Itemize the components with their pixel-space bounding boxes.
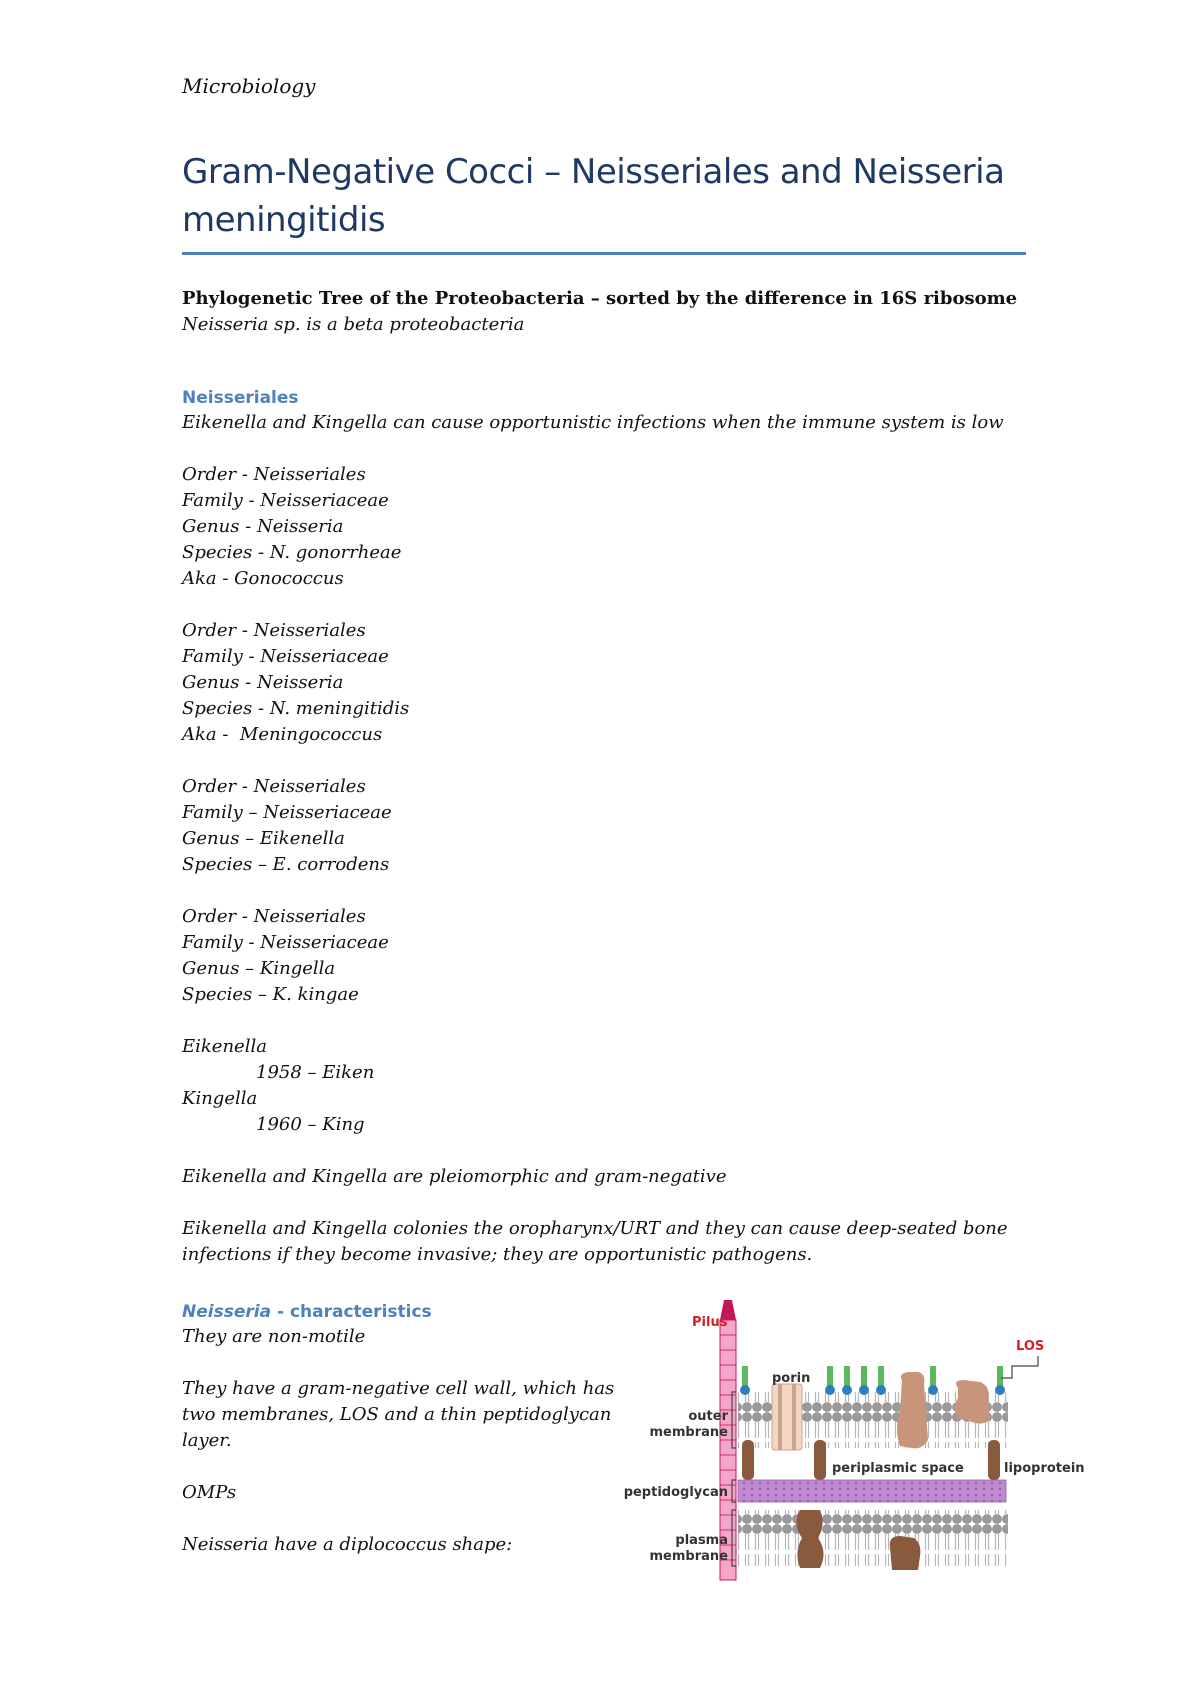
taxon-line: Genus – Kingella: [182, 958, 336, 979]
characteristics-heading: [182, 1300, 632, 1324]
neisseriales-section: [182, 386, 1042, 1268]
neisseriales-heading: Neisseriales: [182, 388, 299, 408]
taxon-line: Species – K. kingae: [182, 984, 359, 1005]
periplasmic-label: periplasmic space: [832, 1461, 964, 1476]
lipoprotein-label: lipoprotein: [1004, 1461, 1085, 1476]
peptidoglycan-layer: [738, 1480, 1006, 1502]
kingella-year: 1960 – King: [256, 1114, 365, 1135]
taxon-line: Species – E. corrodens: [182, 854, 390, 875]
taxon-line: Aka - Gonococcus: [182, 568, 344, 589]
taxon-line: Genus - Neisseria: [182, 672, 344, 693]
characteristics-heading-rest: - characteristics: [271, 1302, 432, 1322]
taxon-block-meningitidis: [182, 618, 1042, 748]
kingella-name: Kingella: [182, 1088, 258, 1109]
characteristics-section: [182, 1300, 632, 1558]
plasma-membrane-bilayer: [738, 1510, 1008, 1566]
taxon-line: Genus - Neisseria: [182, 516, 344, 537]
taxon-line: Family - Neisseriaceae: [182, 932, 389, 953]
outer-membrane-label-2: membrane: [649, 1425, 728, 1440]
outer-membrane-protein: [955, 1380, 990, 1424]
characteristics-heading-genus: Neisseria: [182, 1302, 272, 1322]
taxon-line: Order - Neisseriales: [182, 620, 366, 641]
taxon-line: Order - Neisseriales: [182, 464, 366, 485]
taxon-line: Species - N. gonorrheae: [182, 542, 402, 563]
porin-label: porin: [772, 1371, 811, 1386]
taxon-block-eikenella: [182, 774, 1042, 878]
eikenella-year: 1958 – Eiken: [256, 1062, 375, 1083]
pleomorphic-note: Eikenella and Kingella are pleiomorphic and gram-negative: [182, 1166, 727, 1187]
nonmotile-note: They are non-motile: [182, 1326, 366, 1347]
cell-wall-diagram: [623, 1300, 1152, 1600]
taxon-line: Order - Neisseriales: [182, 776, 366, 797]
beta-proteobacteria-note: Neisseria sp. is a beta proteobacteria: [182, 314, 525, 335]
taxon-line: Family – Neisseriaceae: [182, 802, 392, 823]
taxon-line: Family - Neisseriaceae: [182, 646, 389, 667]
taxon-line: Family - Neisseriaceae: [182, 490, 389, 511]
outer-membrane-protein: [897, 1372, 928, 1448]
outer-membrane-label-1: outer: [688, 1409, 728, 1424]
colonies-note: Eikenella and Kingella colonies the oropharynx/URT and they can cause deep-seated bone infections if they become invasive; they are opportunistic pathogens.: [182, 1218, 1008, 1265]
taxon-line: Order - Neisseriales: [182, 906, 366, 927]
phylogenetic-heading: Phylogenetic Tree of the Proteobacteria – sorted by the difference in 16S ribosome: [182, 288, 1018, 309]
peptidoglycan-label: peptidoglycan: [623, 1485, 728, 1500]
pilus-label: Pilus: [692, 1315, 728, 1330]
title-rule: [182, 252, 1026, 255]
course-header: Microbiology: [182, 74, 316, 98]
taxon-block-gonorrheae: [182, 462, 1042, 592]
diplococcus-note: Neisseria have a diplococcus shape:: [182, 1534, 513, 1555]
porin-channel: [772, 1384, 802, 1450]
eikenella-name: Eikenella: [182, 1036, 267, 1057]
taxon-line: Genus – Eikenella: [182, 828, 345, 849]
taxon-line: Species - N. meningitidis: [182, 698, 410, 719]
plasma-membrane-label-2: membrane: [649, 1549, 728, 1564]
omps-label: OMPs: [182, 1482, 237, 1503]
plasma-membrane-protein: [890, 1536, 921, 1570]
los-label: LOS: [1016, 1339, 1045, 1354]
taxon-block-kingella: [182, 904, 1042, 1008]
opportunistic-note: Eikenella and Kingella can cause opportunistic infections when the immune system is low: [182, 412, 1004, 433]
plasma-membrane-label-1: plasma: [675, 1533, 728, 1548]
page-title: Gram-Negative Cocci – Neisseriales and Neisseria meningitidis: [182, 152, 1005, 240]
taxon-line: Aka - Meningococcus: [182, 724, 383, 745]
cellwall-note: They have a gram-negative cell wall, which has two membranes, LOS and a thin peptidoglycan layer.: [182, 1378, 615, 1451]
